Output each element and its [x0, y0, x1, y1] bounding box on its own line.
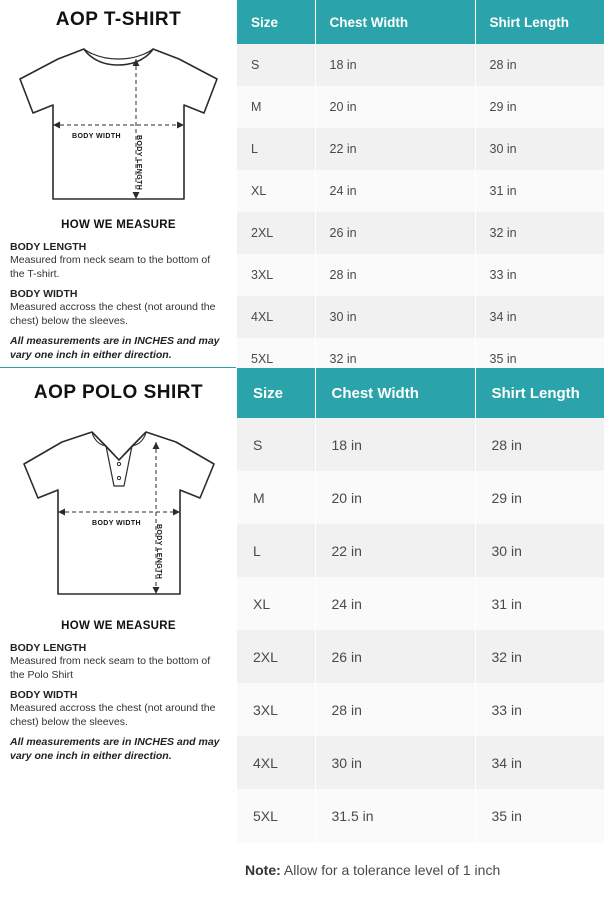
polo-svg: [6, 408, 231, 618]
polo-cell-length: 30 in: [475, 524, 604, 577]
polo-note-1-text: Measured accross the chest (not around the chest) below the sleeves.: [10, 702, 216, 728]
polo-cell-size: 3XL: [237, 683, 315, 736]
tshirt-cell-length: 28 in: [475, 44, 604, 86]
polo-diagram: [6, 408, 231, 618]
tshirt-cell-chest: 18 in: [315, 44, 475, 86]
tshirt-note-1-heading: BODY WIDTH: [10, 288, 78, 300]
polo-cell-chest: 20 in: [315, 471, 475, 524]
polo-size-table: [237, 368, 604, 842]
table-row: [237, 296, 604, 338]
section-polo: [0, 368, 604, 901]
table-row: [237, 471, 604, 524]
footer-note: [237, 862, 604, 878]
table-row: [237, 170, 604, 212]
polo-cell-length: 35 in: [475, 789, 604, 842]
tshirt-cell-chest: 26 in: [315, 212, 475, 254]
table-row: [237, 630, 604, 683]
tshirt-cell-length: 33 in: [475, 254, 604, 296]
tshirt-cell-length: 35 in: [475, 338, 604, 380]
polo-disclaimer: All measurements are in INCHES and may vary one inch in either direction.: [10, 736, 220, 762]
tshirt-note-1-text: Measured accross the chest (not around the chest) below the sleeves.: [10, 301, 216, 327]
table-row: [237, 683, 604, 736]
polo-cell-chest: 30 in: [315, 736, 475, 789]
tshirt-cell-chest: 20 in: [315, 86, 475, 128]
tshirt-cell-size: M: [237, 86, 315, 128]
table-header-row: [237, 0, 604, 44]
table-row: [237, 577, 604, 630]
polo-note-1-heading: BODY WIDTH: [10, 689, 78, 701]
table-row: [237, 418, 604, 471]
polo-how-we-measure: HOW WE MEASURE: [61, 620, 176, 632]
tshirt-cell-chest: 22 in: [315, 128, 475, 170]
tshirt-cell-chest: 32 in: [315, 338, 475, 380]
tshirt-cell-size: L: [237, 128, 315, 170]
polo-cell-size: M: [237, 471, 315, 524]
table-header-row: [237, 368, 604, 418]
tshirt-cell-size: 3XL: [237, 254, 315, 296]
tshirt-th-size: Size: [237, 0, 315, 44]
tshirt-cell-length: 30 in: [475, 128, 604, 170]
tshirt-cell-length: 34 in: [475, 296, 604, 338]
tshirt-body-length-label: BODY LENGTH: [135, 135, 142, 191]
table-row: [237, 212, 604, 254]
tshirt-note-0-text: Measured from neck seam to the bottom of the T-shirt.: [10, 254, 211, 280]
tshirt-th-chest: Chest Width: [315, 0, 475, 44]
polo-cell-chest: 24 in: [315, 577, 475, 630]
tshirt-body-width-label: BODY WIDTH: [72, 133, 121, 140]
tshirt-note-0-heading: BODY LENGTH: [10, 241, 87, 253]
polo-note-0-heading: BODY LENGTH: [10, 642, 87, 654]
polo-cell-chest: 28 in: [315, 683, 475, 736]
tshirt-cell-chest: 28 in: [315, 254, 475, 296]
polo-cell-length: 33 in: [475, 683, 604, 736]
tshirt-svg: [6, 35, 231, 215]
polo-cell-size: XL: [237, 577, 315, 630]
table-row: [237, 128, 604, 170]
polo-note-0-text: Measured from neck seam to the bottom of the Polo Shirt: [10, 655, 211, 681]
tshirt-how-we-measure: HOW WE MEASURE: [61, 219, 176, 231]
table-row: [237, 254, 604, 296]
polo-cell-size: L: [237, 524, 315, 577]
tshirt-cell-size: XL: [237, 170, 315, 212]
table-row: [237, 524, 604, 577]
tshirt-illustration-panel: [0, 0, 237, 362]
table-row: [237, 736, 604, 789]
polo-cell-length: 32 in: [475, 630, 604, 683]
tshirt-disclaimer: All measurements are in INCHES and may vary one inch in either direction.: [10, 335, 220, 361]
footer-note-prefix: Note:: [245, 862, 281, 878]
polo-cell-size: 4XL: [237, 736, 315, 789]
polo-body-width-label: BODY WIDTH: [92, 520, 141, 527]
polo-cell-size: S: [237, 418, 315, 471]
table-row: [237, 44, 604, 86]
polo-cell-length: 28 in: [475, 418, 604, 471]
polo-cell-size: 5XL: [237, 789, 315, 842]
section-tshirt: [0, 0, 604, 368]
footer-note-text: Allow for a tolerance level of 1 inch: [280, 862, 501, 878]
polo-cell-length: 31 in: [475, 577, 604, 630]
tshirt-cell-size: 4XL: [237, 296, 315, 338]
polo-cell-length: 34 in: [475, 736, 604, 789]
tshirt-title: AOP T-SHIRT: [55, 9, 182, 30]
polo-title: AOP POLO SHIRT: [33, 382, 204, 403]
table-row: [237, 789, 604, 842]
tshirt-cell-chest: 30 in: [315, 296, 475, 338]
polo-th-size: Size: [237, 368, 315, 418]
tshirt-cell-size: 5XL: [237, 338, 315, 380]
polo-cell-chest: 18 in: [315, 418, 475, 471]
polo-cell-chest: 22 in: [315, 524, 475, 577]
polo-cell-length: 29 in: [475, 471, 604, 524]
polo-cell-chest: 31.5 in: [315, 789, 475, 842]
polo-cell-chest: 26 in: [315, 630, 475, 683]
tshirt-cell-length: 29 in: [475, 86, 604, 128]
polo-th-length: Shirt Length: [475, 368, 604, 418]
tshirt-size-table: [237, 0, 604, 380]
polo-cell-size: 2XL: [237, 630, 315, 683]
polo-body-length-label: BODY LENGTH: [155, 524, 162, 580]
tshirt-cell-size: 2XL: [237, 212, 315, 254]
polo-illustration-panel: [0, 368, 237, 763]
polo-notes: [0, 642, 237, 763]
tshirt-cell-chest: 24 in: [315, 170, 475, 212]
tshirt-th-length: Shirt Length: [475, 0, 604, 44]
tshirt-cell-length: 32 in: [475, 212, 604, 254]
table-row: [237, 86, 604, 128]
tshirt-diagram: [6, 35, 231, 215]
tshirt-cell-length: 31 in: [475, 170, 604, 212]
polo-th-chest: Chest Width: [315, 368, 475, 418]
tshirt-notes: [0, 241, 237, 362]
tshirt-cell-size: S: [237, 44, 315, 86]
